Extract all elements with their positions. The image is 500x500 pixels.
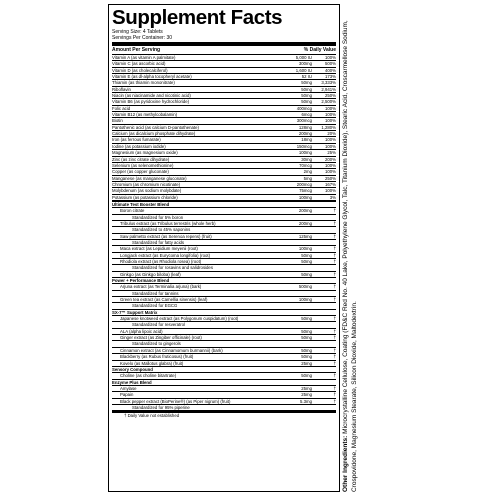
row-dv: 100%	[325, 162, 336, 168]
row-amount: 50mg	[301, 373, 312, 379]
row-dv	[312, 227, 336, 232]
row-name: Maca extract (as Lepidium meyenii (root)	[120, 246, 198, 252]
panel-title: Supplement Facts	[112, 6, 283, 29]
row-dv: 100%	[325, 137, 336, 143]
row-dv: †	[333, 328, 336, 334]
row-name: Boron citrate	[120, 208, 145, 214]
row-dv: 2,500%	[321, 99, 336, 105]
row-name: Vitamin C (as ascorbic acid)	[112, 61, 166, 67]
footnote: † Daily Value not established	[124, 413, 180, 419]
row-name: Tribulus extract (as Tribulus terrestris (whole herb)	[120, 220, 216, 226]
row-name: Black pepper extract (BioPerine®) (as Piper nigrum) (fruit)	[120, 398, 231, 404]
row-dv	[312, 405, 336, 410]
row-name: Standardized for 5% boron	[132, 214, 184, 220]
row-name: Biotin	[112, 118, 123, 124]
row-amount: 25mg	[301, 360, 312, 366]
row-dv: 100%	[325, 55, 336, 60]
row-dv: 250%	[325, 93, 336, 99]
row-amount: 100mg	[298, 194, 312, 200]
row-dv: 25%	[327, 150, 336, 156]
row-dv: †	[333, 398, 336, 404]
row-amount: 50mg	[301, 80, 312, 86]
row-name: Choline (as choline bitartrate)	[120, 373, 177, 379]
row-name: Arjuna extract (as Terminalia arjuna) (bark)	[120, 284, 202, 290]
supplement-facts-panel	[108, 4, 340, 492]
row-dv	[312, 291, 336, 296]
row-amount: 50mg	[301, 93, 312, 99]
row-amount: 125mg	[298, 233, 312, 239]
row-name: Pantothenic acid (as calcium D-pantothenate)	[112, 124, 199, 130]
row-amount: 50mg	[301, 316, 312, 322]
row-dv: †	[333, 335, 336, 341]
dv-header: % Daily Value	[303, 47, 336, 53]
row-dv: 20%	[327, 131, 336, 137]
row-amount: 70mcg	[299, 162, 312, 168]
row-amount: 2mg	[303, 169, 312, 175]
row-dv: †	[333, 297, 336, 303]
row-dv: 100%	[325, 143, 336, 149]
row-amount: 50mg	[301, 259, 312, 264]
row-amount: 50mg	[301, 99, 312, 105]
row-name: Papain	[120, 392, 134, 398]
blend-name: Ultimate Test Booster Blend	[112, 201, 170, 207]
row-dv: †	[333, 392, 336, 398]
row-amount: 128mg	[298, 124, 312, 130]
row-name: Standardized for rosavins and salidrosides	[132, 265, 213, 271]
row-name: Amylase	[120, 385, 137, 391]
blend-name: SX-7™ Support Matrix	[112, 309, 158, 315]
row-dv: 2,941%	[321, 86, 336, 92]
row-name: Manganese (as manganese gluconate)	[112, 175, 187, 181]
row-amount: 25mg	[301, 392, 312, 398]
row-name: Green tea extract (as Camellia sinensis) (leaf)	[120, 297, 208, 303]
row-amount: 300mcg	[296, 118, 312, 124]
row-dv: 1,280%	[321, 124, 336, 130]
row-dv: 100%	[325, 105, 336, 111]
row-amount: 50mg	[301, 271, 312, 277]
row-amount: 50mg	[301, 347, 312, 353]
row-amount	[286, 322, 312, 327]
row-dv: †	[333, 284, 336, 290]
row-dv: 250%	[325, 175, 336, 181]
row-name: Selenium (as selenomethionine)	[112, 162, 174, 168]
row-name: Cinnamon extract (as Cinnamomum burmannii) (bark)	[120, 347, 223, 353]
row-name: ALA (alpha lipoic acid)	[120, 328, 163, 334]
row-name: Saw palmetto extract (as Serenoa repens) (fruit)	[120, 233, 212, 239]
row-name: Magnesium (as magnesium oxide)	[112, 150, 178, 156]
row-name: Riboflavin	[112, 86, 131, 92]
row-amount: 1,600 IU	[295, 67, 312, 73]
row-dv: 200%	[325, 156, 336, 162]
row-amount: 50mg	[301, 86, 312, 92]
row-dv: †	[333, 271, 336, 277]
row-amount: 100mg	[298, 150, 312, 156]
row-name: Niacin (as niacinamide and nicotinic acid)	[112, 93, 191, 99]
blend-name: Enzyme Plus Blend	[112, 379, 152, 385]
row-dv: 3,333%	[321, 80, 336, 86]
row-name: Molybdenum (as sodium molybdate)	[112, 188, 182, 194]
row-amount	[286, 227, 312, 232]
row-dv: 500%	[325, 61, 336, 67]
row-name: Rhodiola extract (as Rhodiola rosea) (root)	[120, 259, 202, 264]
nutrient-rows	[112, 55, 336, 201]
serving-size: Serving Size: 4 Tablets	[112, 29, 163, 35]
row-amount: 50mg	[301, 335, 312, 341]
row-name: Japanese knotweed extract (as Polygonum cuspidatum) (root)	[120, 316, 239, 322]
row-amount	[286, 303, 312, 308]
row-dv: †	[333, 220, 336, 226]
row-dv: †	[333, 354, 336, 360]
row-amount: 500mg	[298, 284, 312, 290]
row-amount: 100mg	[298, 297, 312, 303]
row-name: Copper (as copper gluconate)	[112, 169, 169, 175]
row-name: Standardized for resveratrol	[132, 322, 186, 328]
row-amount	[286, 291, 312, 296]
row-dv: 100%	[325, 112, 336, 118]
row-amount	[286, 265, 312, 270]
row-amount: 5.3mg	[300, 398, 312, 404]
amount-header: Amount Per Serving	[112, 47, 161, 53]
row-name: Folic acid	[112, 105, 131, 111]
row-name: Zinc (as zinc citrate dihydrate)	[112, 156, 170, 162]
row-amount: 50mg	[301, 354, 312, 360]
servings-per-container: Servings Per Container: 30	[112, 35, 173, 41]
row-amount: 18mg	[301, 137, 312, 143]
row-name: Standardized to gingerols	[132, 341, 181, 347]
row-dv: 400%	[325, 67, 336, 73]
ingredients-text	[342, 4, 359, 492]
blend-rows	[112, 201, 336, 413]
row-amount: 75mcg	[299, 188, 312, 194]
row-name: Standardized to 45% saponins	[132, 227, 191, 233]
table-header	[112, 47, 336, 55]
row-name: Standardized for fatty acids	[132, 239, 185, 245]
row-name: Potassium (as potassium chloride)	[112, 194, 178, 200]
row-amount: 200mg	[298, 220, 312, 226]
row-name: Iron (as ferrous fumarate)	[112, 137, 161, 143]
row-amount	[286, 341, 312, 346]
blend-name: Power + Performance Blend	[112, 278, 170, 284]
row-amount	[286, 215, 312, 220]
row-dv	[312, 303, 336, 308]
row-name: Vitamin D (as cholecalciferol)	[112, 67, 168, 73]
row-dv: 100%	[325, 188, 336, 194]
row-name: Standardized for tannins	[132, 290, 179, 296]
row-dv: †	[333, 252, 336, 258]
row-name: Calcium (as dicalcium phosphate dihydrate)	[112, 131, 196, 137]
row-dv: †	[333, 259, 336, 264]
row-dv: 100%	[325, 169, 336, 175]
row-dv: †	[333, 347, 336, 353]
row-name: Standardized for EGCG	[132, 303, 178, 309]
row-amount: 6mcg	[301, 112, 312, 118]
row-name: Thiamin (as thiamin mononitrate)	[112, 80, 175, 86]
row-dv: 100%	[325, 118, 336, 124]
ingredients-list: Microcrystalline Cellulose, Coating (FD&C Red No. 40 Lake, Polyethylene Glycol, Talc, Titanium Dioxide), Stearic Acid, Croscarmellose Sodium, Crospovidone, Magnesium Stearate, Silicon Dioxide, Maltodextrin.	[342, 20, 358, 492]
row-name: Ginkgo (as Ginkgo biloba) (leaf)	[120, 271, 181, 277]
row-dv: †	[333, 233, 336, 239]
row-dv	[312, 322, 336, 327]
row-dv: †	[333, 208, 336, 214]
row-amount: 200mg	[298, 131, 312, 137]
row-amount	[286, 405, 312, 410]
row-name: Vitamin B6 (as pyridoxine hydrochloride)	[112, 99, 190, 105]
row-name: Vitamin B12 (as methylcobalamin)	[112, 112, 178, 118]
blend-heading	[112, 201, 336, 208]
ingredients-label: Other Ingredients:	[342, 435, 349, 492]
row-amount: 25mg	[301, 385, 312, 391]
row-name: Kovelo (as Mallotus glabra) (fruit)	[120, 360, 184, 366]
row-amount: 30mg	[301, 156, 312, 162]
row-dv: 167%	[325, 181, 336, 187]
row-amount: 5mg	[303, 175, 312, 181]
row-dv: †	[333, 360, 336, 366]
row-dv	[312, 215, 336, 220]
row-amount: 5,000 IU	[295, 55, 312, 60]
row-amount: 100mg	[298, 246, 312, 252]
row-dv: 3%	[329, 194, 336, 200]
row-amount: 200mcg	[296, 181, 312, 187]
row-dv: †	[333, 385, 336, 391]
row-amount: 50mg	[301, 252, 312, 258]
divider-thick	[112, 42, 336, 46]
row-name: Vitamin A (as vitamin A palmitate)	[112, 55, 176, 60]
row-amount: 400mcg	[296, 105, 312, 111]
row-name: Blackberry (as Rubus fruticosus) (fruit)	[120, 354, 194, 360]
row-amount: 150mcg	[296, 143, 312, 149]
row-amount	[286, 240, 312, 245]
row-dv: †	[333, 316, 336, 322]
row-amount: 50mg	[301, 328, 312, 334]
row-amount: 200mg	[298, 208, 312, 214]
row-name: Iodine (as potassium iodide)	[112, 143, 166, 149]
row-dv: †	[333, 373, 336, 379]
row-amount: 300mg	[298, 61, 312, 67]
row-amount: 52 IU	[301, 74, 312, 80]
row-name: Ginger extract (as Zingiber officinale) (root)	[120, 335, 202, 341]
ingredients-panel	[342, 4, 378, 492]
row-name: Vitamin E (as dl-alpha tocopheryl acetate)	[112, 74, 192, 80]
row-name: Chromium (as chromium nicotinate)	[112, 181, 181, 187]
row-name: Standardized for 95% piperine	[132, 404, 190, 410]
row-dv: 173%	[325, 74, 336, 80]
row-dv	[312, 265, 336, 270]
row-dv	[312, 240, 336, 245]
row-dv	[312, 341, 336, 346]
row-dv: †	[333, 246, 336, 252]
blend-name: Sensory Compound	[112, 366, 153, 372]
row-name: Longjack extract (as Eurycoma longifolia) (root)	[120, 252, 211, 258]
